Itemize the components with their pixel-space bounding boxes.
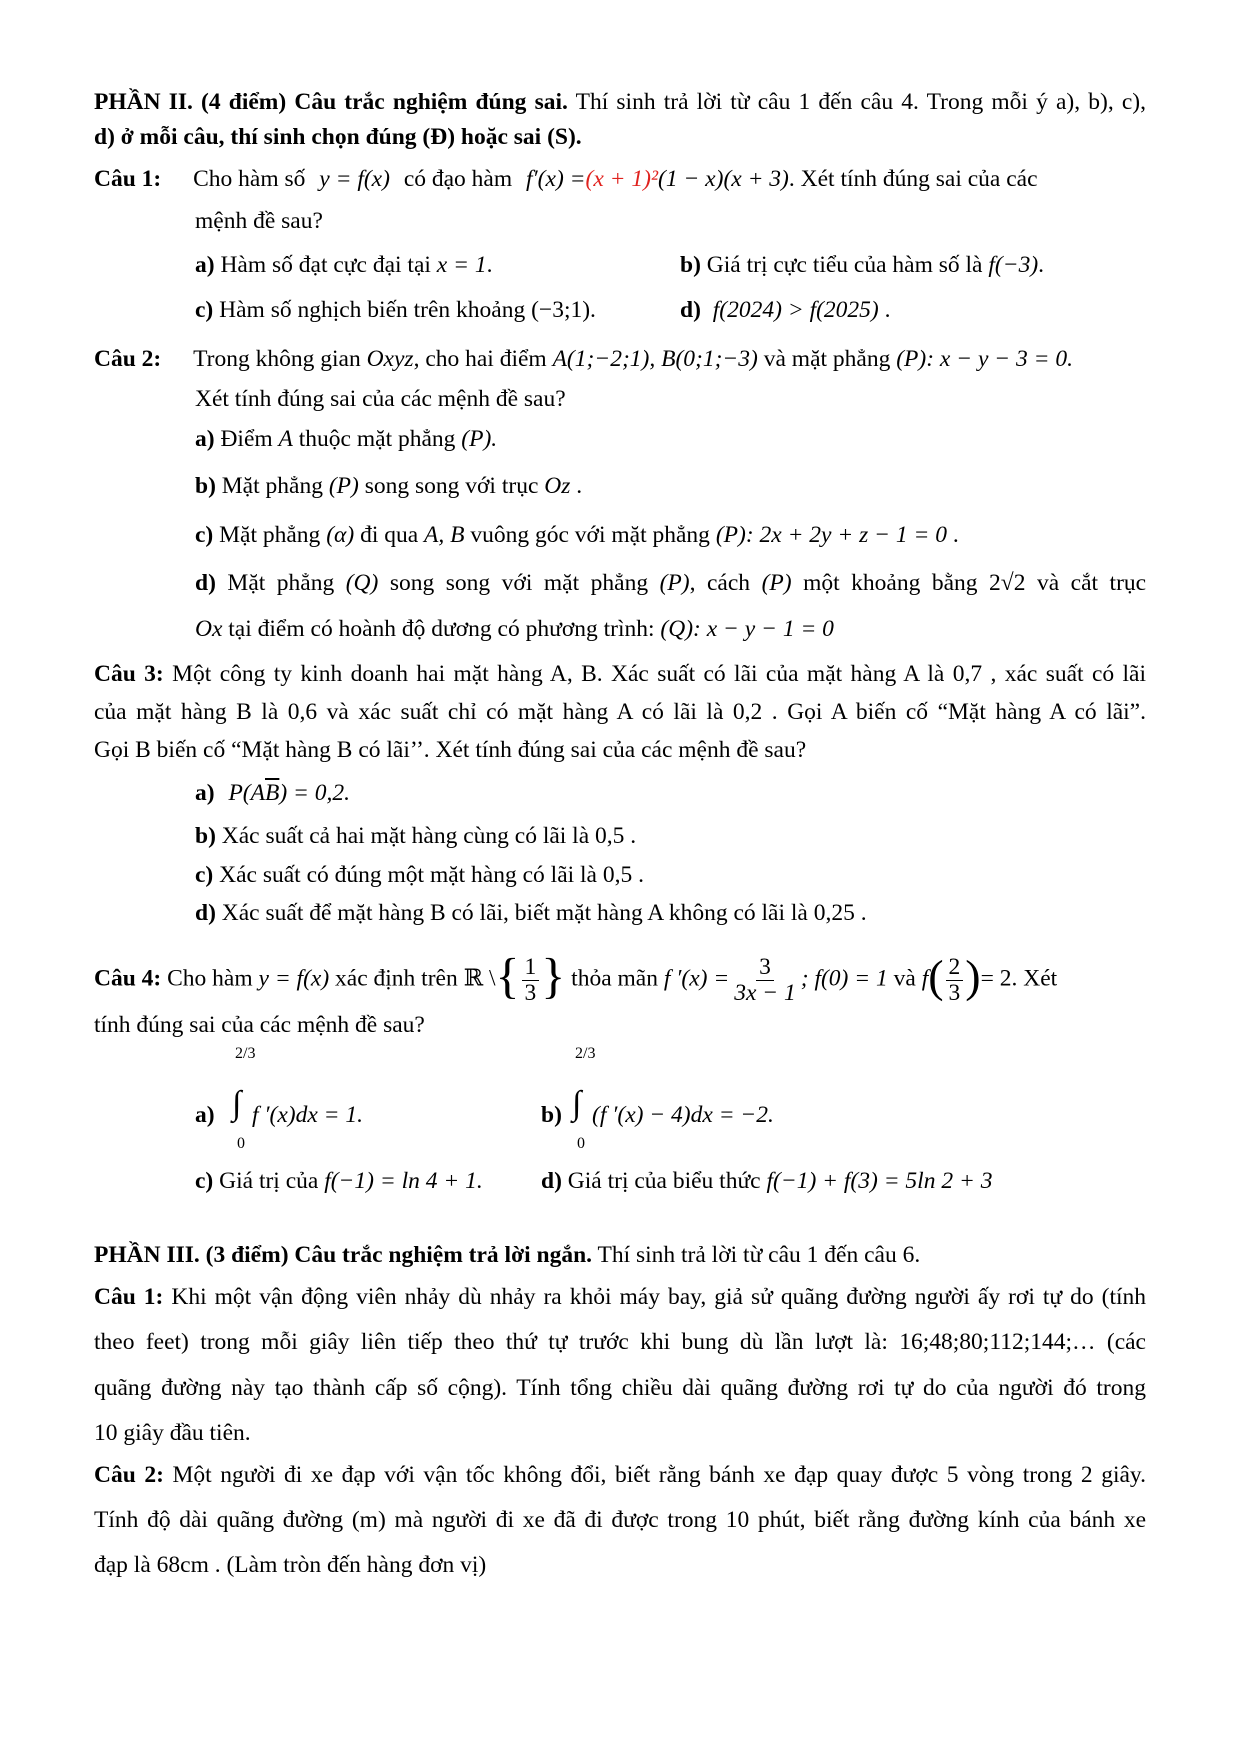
q2-d-dist: 2√2 [989,570,1026,596]
q2-b-axis: Oz [544,473,571,499]
q1-mid: có đạo hàm [403,166,513,192]
q4-domain: ℝ \ [463,965,496,992]
q1-a-math: x = 1 [436,252,487,278]
q2-c-pts: A, B [424,522,465,548]
q2-d-text1: Mặt phẳng [227,570,335,596]
q1-c-label: c) [195,297,214,323]
q4-set-fraction: $\frac{1}{3}$ [522,955,540,1005]
q3-option-a [195,778,350,808]
q4-mid2: thỏa mãn [571,965,658,992]
q4-intro: Cho hàm [167,965,253,992]
q4-a-upper: 2/3 [235,1045,256,1062]
q4-and: và [893,965,916,992]
q2-d-axis: Ox [195,616,223,642]
q1-option-d: d) f(2024) > f(2025) . [680,297,891,323]
q2-c-label: c) [195,522,214,548]
q2-d-p2: (P) [761,570,792,596]
part2-heading-bold: PHẦN II. (4 điểm) Câu trắc nghiệm đúng sai. [94,89,568,115]
q2-label: Câu 2: [94,346,162,372]
q4-cond2-fraction: $\frac{2}{3}$ [946,955,964,1005]
q3-option-b [195,821,636,851]
q2-c-text1: Mặt phẳng [219,522,321,548]
q2-stem [94,344,1146,374]
q4-a-integrand: f ′(x)dx = 1. [252,1102,364,1128]
q1-a-text: Hàm số đạt cực đại tại [220,252,431,278]
p3q2-label: Câu 2: [94,1462,164,1488]
q2-oxyz: Oxyz [366,346,414,372]
q1-d-label: d) [680,297,701,323]
q2-c-alpha: (α) [326,522,355,548]
q2-d-q: (Q) [345,570,379,596]
q4-deriv-fraction: $\frac{3}{3x - 1}$ [734,954,796,1006]
q1-b-label: b) [680,252,701,278]
q2-option-a [195,424,497,454]
q2-b-math: (P) [328,473,359,499]
part2-heading-line2: d) ở mỗi câu, thí sinh chọn đúng (Đ) hoặc sai (S). [94,124,582,150]
q1-c-math: (−3;1) [531,297,591,323]
q2-points: A(1;−2;1), B(0;1;−3) [552,346,758,372]
q2-d-text3: , cách [689,570,751,596]
part3-heading-bold: PHẦN III. (3 điểm) Câu trắc nghiệm trả lời ngắn. [94,1242,593,1268]
q1-option-a: a) Hàm số đạt cực đại tại x = 1. [195,252,493,278]
q2-d-p: (P) [659,570,690,596]
q3-line1 [94,659,1146,689]
q4-d-label: d) [541,1168,562,1194]
q4-label: Câu 4: [94,965,162,992]
q4-deriv-lhs: f ′(x) = [663,965,730,992]
q3-c-text: Xác suất có đúng một mặt hàng có lãi là 0,5 . [219,862,644,888]
q2-d-line2-text: tại điểm có hoành độ dương có phương trình: [228,616,655,642]
q3-b-label: b) [195,823,216,849]
q1-b-math: f(−3) [988,252,1039,278]
q4-a-integral-sign: ∫ [232,1085,242,1122]
q1-a-label: a) [195,252,215,278]
q3-a-math-bar: $\overline{B}$ [265,780,280,806]
q1-b-text: Giá trị cực tiểu của hàm số là [706,252,983,278]
q3-line3: Gọi B biến cố “Mặt hàng B có lãi’’. Xét tính đúng sai của các mệnh đề sau? [94,737,807,763]
q2-mid: , cho hai điểm [413,346,547,372]
p3q2-line2: Tính độ dài quãng đường (m) mà người đi xe đã đi được trong 10 phút, biết rằng đường kính của bánh xe [94,1507,1146,1533]
q2-a-var: A [278,426,293,452]
q4-d-text: Giá trị của biểu thức [567,1168,761,1194]
q2-b-text1: Mặt phẳng [221,473,323,499]
q3-line2: của mặt hàng B là 0,6 và xác suất chỉ có mặt hàng A có lãi là 0,2 . Gọi A biến cố “Mặt hàng A có lãi”. [94,699,1146,725]
q2-c-text3: vuông góc với mặt phẳng [470,522,710,548]
q3-a-math-pre: P(A [228,780,265,806]
q3-option-d [195,898,867,928]
q4-a-lower: 0 [237,1135,245,1152]
p3q2-line1 [94,1460,1146,1490]
q4-line2: tính đúng sai của các mệnh đề sau? [94,1012,425,1038]
part3-heading [94,1240,920,1270]
q4-mid: xác định trên [335,965,458,992]
q1-intro: Cho hàm số [193,166,306,192]
q1-d-math: f(2024) > f(2025) [712,297,879,323]
p3q1-label: Câu 1: [94,1284,164,1310]
part3-heading-rest: Thí sinh trả lời từ câu 1 đến câu 6. [592,1242,921,1268]
q1-deriv-rest: (1 − x)(x + 3) [658,166,789,192]
q3-a-label: a) [195,780,215,806]
q2-b-text2: song song với trục [364,473,539,499]
q4-c-math: f(−1) = ln 4 + 1. [324,1168,483,1194]
q2-a-label: a) [195,426,215,452]
p3q1-line1-text: Khi một vận động viên nhảy dù nhảy ra khỏi máy bay, giả sử quãng đường người ấy rơi tự do (tính [171,1284,1147,1310]
q2-a-math: (P). [461,426,498,452]
q4-b-integrand: (f ′(x) − 4)dx = −2. [592,1102,774,1128]
q1-c-text: Hàm số nghịch biến trên khoảng [219,297,526,323]
q1-option-b: b) Giá trị cực tiểu của hàm số là f(−3). [680,252,1045,278]
q2-line2: Xét tính đúng sai của các mệnh đề sau? [195,386,566,412]
q1-tail: . Xét tính đúng sai của các [788,166,1038,192]
q1-label: Câu 1: [94,166,162,192]
q4-b-label: b) [541,1102,562,1128]
q3-d-text: Xác suất để mặt hàng B có lãi, biết mặt hàng A không có lãi là 0,25 . [221,900,867,926]
q4-option-d [541,1166,992,1196]
q3-option-c [195,860,644,890]
q4-d-math: f(−1) + f(3) = 5ln 2 + 3 [766,1168,993,1194]
q2-mid2: và mặt phẳng [763,346,891,372]
part2-heading [94,87,1146,117]
q1-deriv-lhs: f′(x) = [526,166,586,192]
q3-b-text: Xác suất cả hai mặt hàng cùng có lãi là 0,5 . [221,823,637,849]
q2-d-text4: một khoảng bằng [803,570,978,596]
q4-option-c [195,1166,483,1196]
q4-b-lower: 0 [577,1135,585,1152]
q2-d-line2-math: (Q): x − y − 1 = 0 [660,616,834,642]
q4-c-text: Giá trị của [219,1168,319,1194]
q4-cond1: ; f(0) = 1 [800,965,888,992]
q1-deriv-red: (x + 1)² [585,166,658,192]
q2-d-text2: song song với mặt phẳng [389,570,649,596]
q3-c-label: c) [195,862,214,888]
q1-line2: mệnh đề sau? [195,208,323,234]
q2-d-text5: và cắt trục [1036,570,1147,596]
part2-heading-rest: Thí sinh trả lời từ câu 1 đến câu 4. Trong mỗi ý a), b), c), [567,89,1146,115]
q2-d-label: d) [195,570,216,596]
p3q2-line3: đạp là 68cm . (Làm tròn đến hàng đơn vị) [94,1552,487,1578]
q2-plane: (P): x − y − 3 = 0. [896,346,1073,372]
q1-stem [94,164,1146,194]
q4-cond2-rhs: = 2. [980,965,1018,992]
q4-stem: Câu 4: Cho hàm y = f(x) xác định trên ℝ \{ $\frac{1}{3}$ } thỏa mãn f ′(x) = $\frac{3}{3x - 1}$ ; f(0) = 1 và f( $\frac{2}{3}$ )= 2. Xét [94,947,1058,1006]
p3q1-line1 [94,1282,1146,1312]
q3-label: Câu 3: [94,661,164,687]
q2-c-text2: đi qua [360,522,419,548]
q1-option-c: c) Hàm số nghịch biến trên khoảng (−3;1). [195,297,596,323]
q2-c-math: (P): 2x + 2y + z − 1 = 0 [715,522,947,548]
p3q1-line3: quãng đường này tạo thành cấp số cộng). Tính tổng chiều dài quãng đường rơi tự do của người đó trong [94,1375,1146,1401]
q2-option-d [195,568,1146,598]
q3-a-math-post: ) = 0,2. [279,780,351,806]
q3-line1-text: Một công ty kinh doanh hai mặt hàng A, B. Xác suất có lãi của mặt hàng A là 0,7 , xác suất có lãi [172,661,1146,687]
p3q2-line1-text: Một người đi xe đạp với vận tốc không đổi, biết rằng bánh xe đạp quay được 5 vòng trong 2 giây. [172,1462,1147,1488]
q4-b-upper: 2/3 [575,1045,596,1062]
q2-a-text1: Điểm [220,426,273,452]
p3q1-line4: 10 giây đầu tiên. [94,1420,251,1446]
q4-cond2-f: f [921,965,929,992]
q3-d-label: d) [195,900,216,926]
p3q1-line2: theo feet) trong mỗi giây liên tiếp theo thứ tự trước khi bung dù lần lượt là: 16;48;80;112;144;… (các [94,1329,1146,1355]
q2-option-b: b) Mặt phẳng (P) song song với trục Oz . [195,473,583,499]
q2-option-c: c) Mặt phẳng (α) đi qua A, B vuông góc với mặt phẳng (P): 2x + 2y + z − 1 = 0 . [195,522,959,548]
q4-a-label: a) [195,1102,215,1128]
q2-a-text2: thuộc mặt phẳng [298,426,456,452]
q2-option-d-line2 [195,614,834,644]
q1-func: y = f(x) [319,166,390,192]
q4-b-integral-sign: ∫ [572,1085,582,1122]
q2-intro: Trong không gian [193,346,361,372]
q4-c-label: c) [195,1168,214,1194]
q2-b-label: b) [195,473,216,499]
q4-tail: Xét [1023,965,1058,992]
q4-func: y = f(x) [258,965,330,992]
